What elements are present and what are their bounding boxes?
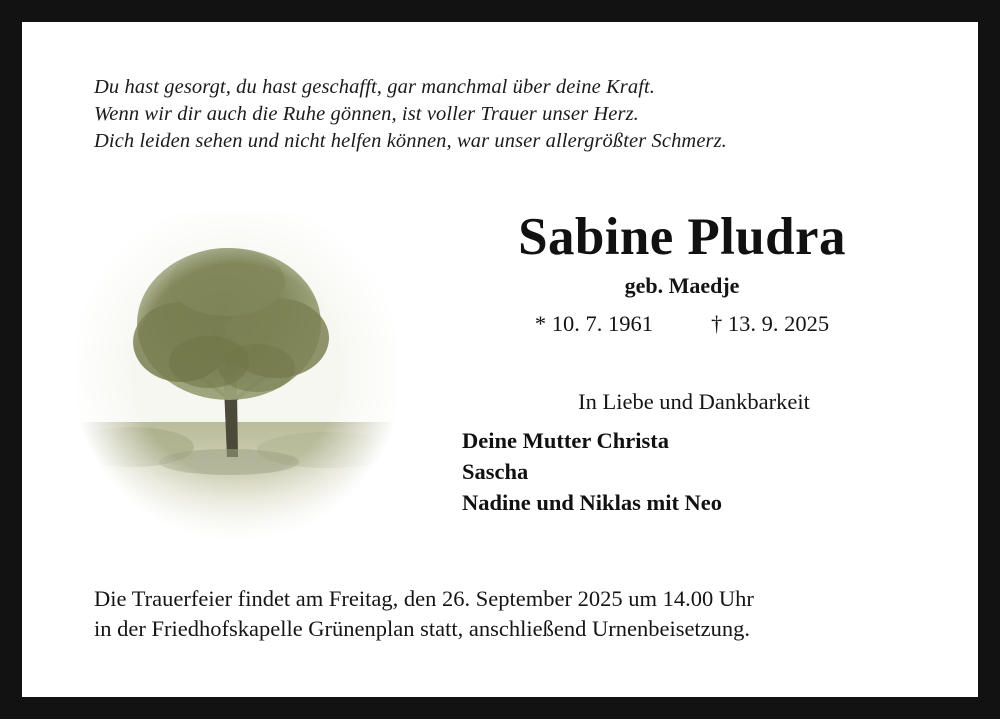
life-dates: [422, 310, 942, 338]
poem-block: [94, 74, 894, 155]
dedication-block: [444, 387, 944, 518]
deceased-name: Sabine Pludra: [518, 208, 846, 266]
obituary-card: [22, 22, 978, 697]
poem-line-3: Dich leiden sehen und nicht helfen können, war unser allergrößter Schmerz.: [94, 130, 727, 152]
poem-line-1: Du hast gesorgt, du hast geschafft, gar manchmal über deine Kraft.: [94, 76, 656, 98]
maiden-name: geb. Maedje: [624, 273, 740, 298]
service-line-1: Die Trauerfeier findet am Freitag, den 26. September 2025 um 14.00 Uhr: [94, 586, 754, 611]
survivor-2: Sascha: [462, 459, 529, 484]
name-block: [422, 207, 942, 338]
birth-date: * 10. 7. 1961: [534, 311, 653, 336]
service-details: [94, 584, 924, 644]
poem-line-2: Wenn wir dir auch die Ruhe gönnen, ist voller Trauer unser Herz.: [94, 103, 639, 125]
tree-photograph: [77, 212, 397, 542]
survivor-3: Nadine und Niklas mit Neo: [462, 490, 723, 515]
service-line-2: in der Friedhofskapelle Grünenplan statt, anschließend Urnenbeisetzung.: [94, 616, 751, 641]
survivor-1: Deine Mutter Christa: [462, 428, 670, 453]
tree-image-svg: [77, 212, 397, 542]
death-date: † 13. 9. 2025: [711, 311, 830, 336]
dedication-intro: In Liebe und Dankbarkeit: [578, 389, 810, 414]
